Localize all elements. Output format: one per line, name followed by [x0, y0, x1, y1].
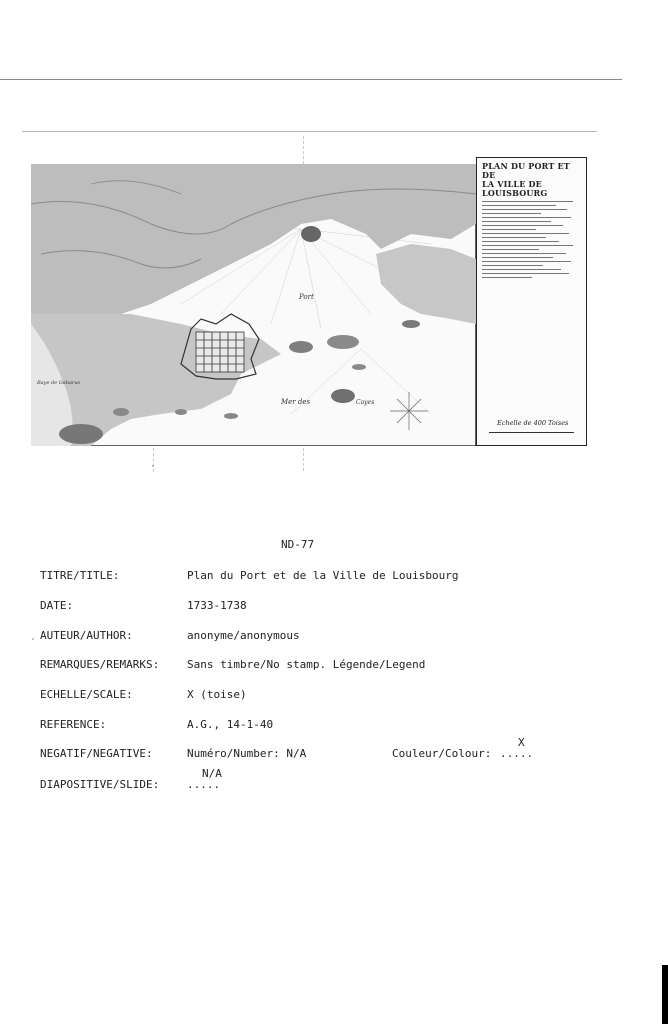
field-value: Numéro/Number: N/A	[187, 747, 307, 760]
map-label-mer-des: Mer des	[281, 398, 311, 406]
scan-edge	[662, 965, 668, 1024]
slide-dots: .....	[187, 778, 221, 791]
harbor-map	[31, 164, 476, 446]
legend-title-line-2: LA VILLE DE LOUISBOURG	[482, 179, 548, 198]
margin-mark: ·	[150, 462, 156, 472]
field-label: REMARQUES/REMARKS:	[40, 658, 160, 671]
colour-label: Couleur/Colour:	[392, 747, 492, 760]
field-label: TITRE/TITLE:	[40, 569, 120, 582]
map-label-cayes: Cayes	[356, 399, 375, 406]
map-label-baye-de-gabarus: Baye de Gabarus	[37, 380, 81, 386]
field-label: AUTEUR/AUTHOR:	[40, 629, 133, 642]
top-rule	[0, 79, 622, 80]
field-value: Plan du Port et de la Ville de Louisbourg	[187, 569, 459, 582]
field-label: DATE:	[40, 599, 74, 612]
field-value: A.G., 14-1-40	[187, 718, 274, 731]
colour-dots: .....	[500, 747, 534, 760]
scale-bar	[489, 432, 574, 433]
map-top-rule	[22, 131, 597, 132]
field-label: ECHELLE/SCALE:	[40, 688, 133, 701]
field-label: REFERENCE:	[40, 718, 107, 731]
catalog-id: ND-77	[281, 538, 315, 551]
legend-title-line-1: PLAN DU PORT ET DE	[482, 161, 570, 180]
field-value: anonyme/anonymous	[187, 629, 300, 642]
field-value: 1733-1738	[187, 599, 247, 612]
margin-tick: ˏ	[30, 629, 37, 640]
legend-scale-label: Echelle de 400 Toises	[497, 419, 569, 427]
field-value: X (toise)	[187, 688, 247, 701]
field-label: DIAPOSITIVE/SLIDE:	[40, 778, 160, 791]
field-value: Sans timbre/No stamp. Légende/Legend	[187, 658, 426, 671]
map-legend	[476, 157, 587, 446]
slide-mark: N/A	[202, 767, 222, 780]
field-label: NEGATIF/NEGATIVE:	[40, 747, 153, 760]
colour-mark: X	[518, 736, 525, 749]
map-label-port: Port	[299, 293, 314, 301]
